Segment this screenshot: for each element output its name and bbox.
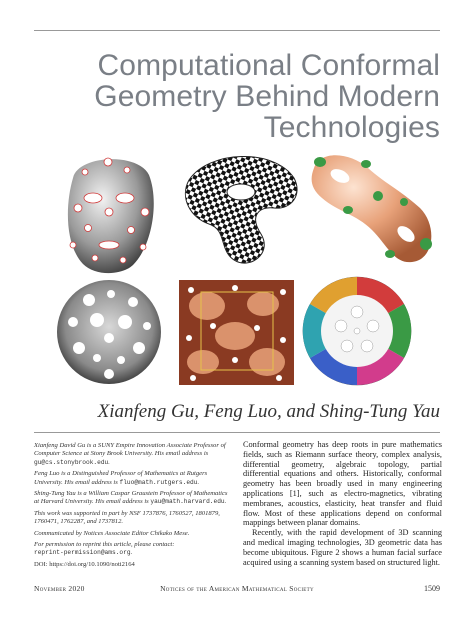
footer-journal: Notices of the American Mathematical Society: [160, 584, 314, 593]
bio-luo-email[interactable]: fluo@math.rutgers.edu: [119, 478, 198, 486]
disk-conformal-map-figure: [53, 278, 165, 386]
top-rule: [34, 30, 440, 31]
bio-yau: Shing-Tung Yau is a William Caspar Graustein Professor of Mathematics at Harvard University. His email address is yau@math.harvard.edu.: [34, 490, 228, 506]
doi-note[interactable]: DOI: https://doi.org/10.1090/noti2164: [34, 560, 135, 568]
body-paragraph-2: Recently, with the rapid development of 3D scanning and medical imaging technologies, 3D geometric data has become ubiquitous. Figure 2 shows a human facial surface acquired using a scanning system based on structured light.: [243, 528, 442, 567]
bio-gu-email[interactable]: gu@cs.stonybrook.edu: [34, 458, 109, 466]
body-paragraph-1: Conformal geometry has deep roots in pure mathematics fields, such as Riemann surface theory, complex analysis, differential geometry, algebraic topology, partial differential equations and others. Historically, conformal geometry has been broadly used in many engineering applications [1], such as electro-magnetics, vibrating membranes, acoustics, elasticity, heat transfer and fluid flow. Most of these applications depend on conformal mappings between planar domains.: [243, 440, 442, 528]
hyperbolic-tiling-figure: [301, 276, 413, 386]
funding-note: This work was supported in part by NSF 1737876, 1760527, 1801879, 1760471, 1762287, and 1737812.: [34, 509, 220, 526]
permission-note: For permission to reprint this article, please contact: reprint-permission@ams.org.: [34, 541, 175, 557]
article-title: [20, 50, 440, 143]
checkerboard-surface-figure: [179, 150, 301, 270]
bio-yau-email[interactable]: yau@math.harvard.edu: [150, 498, 225, 506]
genus-two-surface-figure: [308, 150, 440, 270]
title-line-2: Geometry Behind Modern: [94, 80, 440, 113]
fundamental-domain-figure: [179, 280, 294, 385]
bio-gu: Xianfeng David Gu is a SUNY Empire Innovation Associate Professor of Computer Science at Stony Brook University. His email address is gu@cs.stonybrook.edu.: [34, 442, 226, 466]
footer-date: November 2020: [34, 584, 85, 593]
bio-gu-text: Xianfeng David Gu is a SUNY Empire Innovation Associate Professor of Computer Science at Stony Brook University. His email address is: [34, 442, 226, 458]
permission-email[interactable]: reprint-permission@ams.org: [34, 549, 131, 557]
bio-yau-text: Shing-Tung Yau is a William Caspar Graustein Professor of Mathematics at Harvard University. His email address is: [34, 490, 228, 506]
title-line-1: Computational Conformal: [97, 49, 440, 82]
bio-luo-text: Feng Luo is a Distinguished Professor of Mathematics at Rutgers University. His email address is: [34, 470, 208, 486]
face-surface-figure: [53, 150, 165, 278]
footer-page-number: 1509: [424, 584, 440, 593]
title-line-3: Technologies: [263, 111, 440, 144]
article-authors: Xianfeng Gu, Feng Luo, and Shing-Tung Yau: [97, 401, 440, 422]
figure-grid: [53, 150, 440, 387]
page-footer: [34, 584, 440, 596]
communicated-note: Communicated by Notices Associate Editor Chikako Mese.: [34, 529, 190, 537]
permission-text: For permission to reprint this article, please contact:: [34, 541, 175, 549]
author-notes: [34, 442, 232, 572]
bio-luo: Feng Luo is a Distinguished Professor of Mathematics at Rutgers University. His email address is fluo@math.rutgers.edu.: [34, 470, 208, 486]
mid-rule: [34, 432, 440, 433]
article-body: [243, 440, 442, 567]
